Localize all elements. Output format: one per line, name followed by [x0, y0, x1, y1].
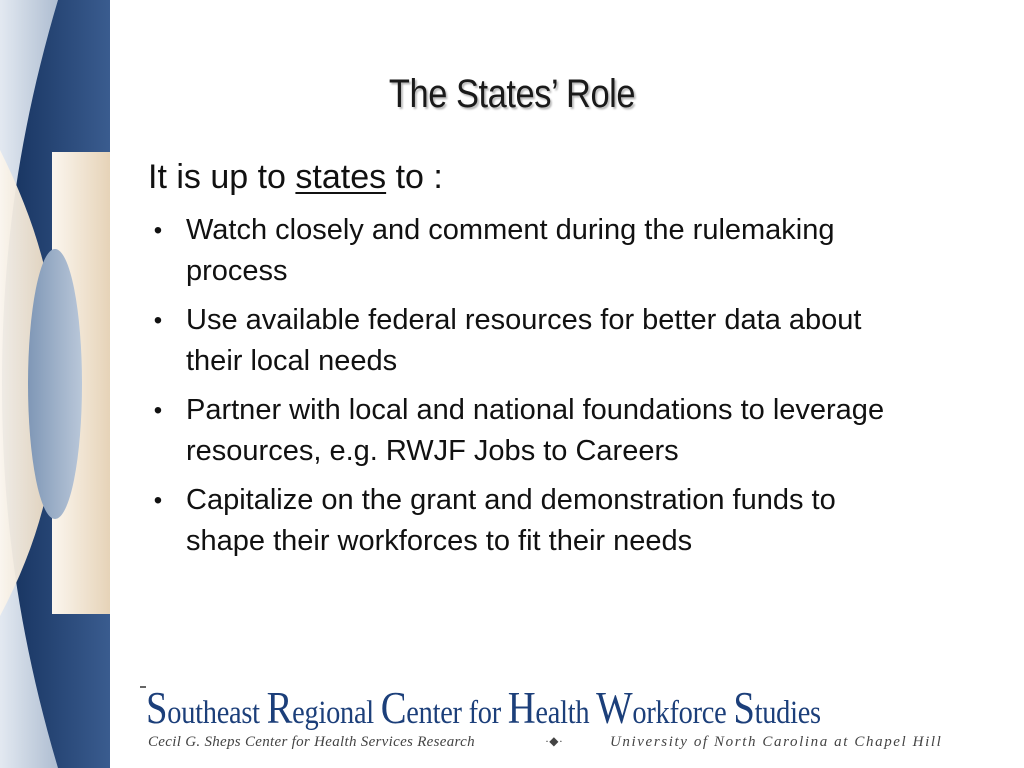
blue-oval — [28, 249, 82, 519]
bullet-text: Use available federal resources for better data about their local needs — [186, 304, 862, 377]
bullet-list — [148, 210, 908, 562]
intro-line — [148, 150, 908, 204]
intro-suffix: to : — [386, 158, 443, 196]
bullet-item — [148, 390, 908, 472]
bullet-icon: • — [153, 307, 163, 334]
bullet-text: Capitalize on the grant and demonstration funds to shape their workforces to fit their needs — [186, 484, 836, 557]
sheps-center-text: Cecil G. Sheps Center for Health Services Research — [148, 734, 475, 750]
bullet-item — [148, 300, 908, 382]
intro-prefix: It is up to — [148, 158, 296, 196]
bullet-item — [148, 480, 908, 562]
organization-name: Southeast Regional Center for Health Workforce Studies — [146, 683, 821, 733]
slide-body — [148, 150, 908, 570]
separator-ornament-icon: ·◆· — [545, 734, 564, 748]
bullet-icon: • — [153, 397, 163, 424]
bullet-text: Partner with local and national foundations to leverage resources, e.g. RWJF Jobs to Careers — [186, 394, 885, 467]
bullet-icon: • — [153, 487, 163, 514]
bullet-icon: • — [153, 217, 163, 244]
bullet-item — [148, 210, 908, 292]
slide-title: The States’ Role — [388, 72, 636, 116]
footer-logo — [140, 680, 1000, 760]
bullet-text: Watch closely and comment during the rulemaking process — [186, 214, 835, 287]
university-text: University of North Carolina at Chapel Hill — [610, 734, 943, 750]
intro-emphasis: states — [295, 158, 387, 196]
